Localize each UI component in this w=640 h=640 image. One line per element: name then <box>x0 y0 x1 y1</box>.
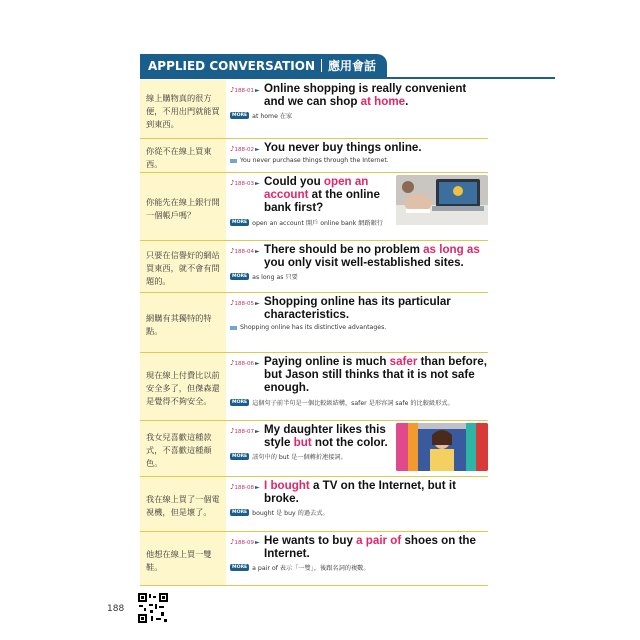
zh-line: 鞋。 <box>146 561 163 572</box>
header-en: APPLIED CONVERSATION <box>148 59 315 73</box>
more-tag: MORE <box>232 219 248 225</box>
zh-line: 便，不用出門就能買 <box>146 105 220 116</box>
chinese-cell <box>140 353 226 420</box>
more-note: MORE bought 是 buy 的過去式。 <box>232 510 329 518</box>
music-note-icon: ♪ <box>230 359 235 367</box>
audio-track[interactable] <box>230 299 260 307</box>
zh-line: 線上購物真的很方 <box>146 92 212 103</box>
english-sentence: There should be no problem as long as you only visit well-established sites. <box>264 243 480 270</box>
audio-track[interactable] <box>230 538 260 546</box>
english-cell <box>226 532 488 585</box>
zh-line: 安全多了，但傑森還 <box>146 383 220 393</box>
music-note-icon: ♪ <box>230 538 235 546</box>
audio-track[interactable] <box>230 145 260 153</box>
synonym-note: Shopping online has its distinctive advantages. <box>230 324 488 331</box>
track-number: 188-06 <box>234 361 254 367</box>
conversation-table <box>140 80 488 586</box>
music-note-icon: ♪ <box>230 145 235 153</box>
audio-track[interactable] <box>230 359 260 367</box>
chinese-cell <box>140 139 226 172</box>
zh-line: 我在線上買了一個電 <box>146 494 220 504</box>
more-tag: MORE <box>232 274 248 280</box>
english-cell <box>226 477 488 531</box>
qr-code-icon[interactable] <box>137 592 169 624</box>
zh-line: 點。 <box>146 325 163 336</box>
english-cell <box>226 353 488 420</box>
chinese-cell <box>140 293 226 352</box>
zh-line: 現在線上付費比以前 <box>146 370 220 380</box>
conversation-row <box>140 420 488 476</box>
more-tag: MORE <box>232 565 248 571</box>
play-arrow-icon: ► <box>254 484 260 491</box>
conversation-row <box>140 352 488 420</box>
audio-track[interactable] <box>230 483 260 491</box>
zh-line: 是覺得不夠安全。 <box>146 396 212 406</box>
play-arrow-icon: ► <box>254 248 260 255</box>
synonym-bar-icon <box>230 159 237 163</box>
audio-track[interactable] <box>230 247 260 255</box>
header-divider <box>321 59 322 72</box>
more-tag: MORE <box>232 454 248 460</box>
more-note: MORE 這個句子前半句是一個比較級結構，safer 是形容詞 safe 的比較級形式。 <box>232 399 454 407</box>
highlight-phrase: at home <box>360 95 406 109</box>
conversation-row <box>140 476 488 531</box>
conversation-row <box>140 138 488 172</box>
more-note: MORE 該句中的 but 是一個轉折連接詞。 <box>232 454 347 462</box>
zh-line: 只要在信譽好的網站 <box>146 250 220 260</box>
track-number: 188-07 <box>234 429 254 435</box>
page-number: 188 <box>107 604 125 614</box>
zh-line: 題的。 <box>146 276 171 286</box>
chinese-cell <box>140 477 226 531</box>
track-number: 188-02 <box>234 147 254 153</box>
synonym-note: You never purchase things through the Internet. <box>230 157 488 164</box>
zh-line: 買東西，就不會有問 <box>146 263 220 273</box>
track-number: 188-04 <box>234 249 254 255</box>
zh-line: 你能先在線上銀行開 <box>146 196 220 207</box>
music-note-icon: ♪ <box>230 483 235 491</box>
zh-line: 我女兒喜歡這種款 <box>146 432 212 442</box>
english-cell <box>226 80 488 138</box>
zh-line: 網購有其獨特的特 <box>146 312 212 323</box>
audio-track[interactable] <box>230 427 260 435</box>
more-note: MORE a pair of 表示「一雙」，後跟名詞的複數。 <box>232 565 370 573</box>
chinese-cell <box>140 173 226 240</box>
track-number: 188-01 <box>234 88 254 94</box>
conversation-row <box>140 292 488 352</box>
header-zh: 應用會話 <box>328 59 377 73</box>
online-banking-photo <box>396 175 488 225</box>
play-arrow-icon: ► <box>254 300 260 307</box>
music-note-icon: ♪ <box>230 427 235 435</box>
english-sentence: He wants to buy a pair of shoes on the Internet. <box>264 534 476 561</box>
play-arrow-icon: ► <box>254 360 260 367</box>
audio-track[interactable] <box>230 86 260 94</box>
zh-line: 你從不在線上買東 <box>146 145 212 156</box>
zh-line: 式，不喜歡這種顏 <box>146 445 212 455</box>
more-tag: MORE <box>232 399 248 405</box>
track-number: 188-09 <box>234 540 254 546</box>
conversation-row <box>140 240 488 292</box>
play-arrow-icon: ► <box>254 87 260 94</box>
english-sentence: Paying online is much safer than before, but Jason still thinks that it is not safe enough. <box>264 355 487 395</box>
conversation-row <box>140 80 488 138</box>
play-arrow-icon: ► <box>254 180 260 187</box>
music-note-icon: ♪ <box>230 299 235 307</box>
audio-track[interactable] <box>230 179 260 187</box>
play-arrow-icon: ► <box>254 428 260 435</box>
synonym-bar-icon <box>230 326 237 330</box>
zh-line: 色。 <box>146 458 163 468</box>
english-cell <box>226 139 488 172</box>
track-number: 188-03 <box>234 181 254 187</box>
shopping-photo <box>396 423 488 471</box>
english-cell <box>226 421 488 476</box>
english-sentence: Online shopping is really convenient and we can shop at home. <box>264 82 467 109</box>
english-sentence: You never buy things online. <box>264 141 422 154</box>
english-sentence: Shopping online has its particular characteristics. <box>264 295 451 322</box>
english-sentence: Could you open an account at the online bank first? <box>264 175 380 215</box>
more-note: MORE at home 在家 <box>232 113 293 121</box>
zh-line: 他想在線上買一雙 <box>146 548 212 559</box>
zh-line: 視機，但是壞了。 <box>146 507 212 517</box>
track-number: 188-08 <box>234 485 254 491</box>
conversation-row <box>140 172 488 240</box>
more-tag: MORE <box>232 113 248 119</box>
more-note: MORE as long as 只要 <box>232 274 298 282</box>
music-note-icon: ♪ <box>230 247 235 255</box>
header-rule <box>140 77 555 79</box>
play-arrow-icon: ► <box>254 146 260 153</box>
more-tag: MORE <box>232 510 248 516</box>
chinese-cell <box>140 421 226 476</box>
more-note: MORE open an account 開戶 online bank 網路銀行 <box>232 219 383 227</box>
english-sentence: My daughter likes this style but not the color. <box>264 423 388 450</box>
section-header <box>140 54 387 78</box>
track-number: 188-05 <box>234 301 254 307</box>
music-note-icon: ♪ <box>230 179 235 187</box>
english-cell <box>226 173 488 240</box>
zh-line: 到東西。 <box>146 118 179 129</box>
play-arrow-icon: ► <box>254 539 260 546</box>
english-cell <box>226 293 488 352</box>
music-note-icon: ♪ <box>230 86 235 94</box>
zh-line: 西。 <box>146 158 163 169</box>
conversation-row <box>140 531 488 586</box>
english-cell <box>226 241 488 292</box>
chinese-cell <box>140 532 226 585</box>
english-sentence: I bought a TV on the Internet, but it broke. <box>264 479 456 506</box>
chinese-cell <box>140 241 226 292</box>
zh-line: 一個帳戶嗎？ <box>146 209 196 220</box>
chinese-cell <box>140 80 226 138</box>
